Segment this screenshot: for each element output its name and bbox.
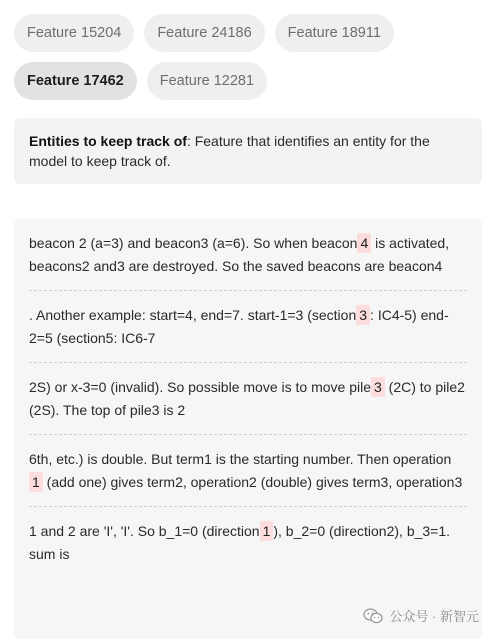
feature-chip-15204[interactable]: Feature 15204 [14,14,134,52]
example-text-before: beacon 2 (a=3) and beacon3 (a=6). So when beacon [29,235,358,251]
feature-chip-18911[interactable]: Feature 18911 [275,14,394,52]
example-text-after: ), b_2=0 (direction2), b_3=1. sum is [29,523,451,562]
example-text-before: . Another example: start=4, end=7. start-1=3 (section [29,307,357,323]
feature-examples-panel [14,219,482,639]
feature-description-text: : Feature that identifies an entity for the model to keep track of. [29,133,430,169]
example-text-before: 2S) or x-3=0 (invalid). So possible move is to move pile [29,379,371,395]
example-highlight-token: 1 [260,521,274,541]
example-text-after: is activated, beacons2 and3 are destroyed. So the saved beacons are beacon4 [29,235,450,274]
example-item [29,507,467,578]
feature-chip-12281[interactable]: Feature 12281 [147,62,267,100]
example-highlight-token: 3 [371,377,385,397]
example-item [29,435,467,507]
feature-description-title: Entities to keep track of [29,133,187,149]
watermark [363,606,479,625]
example-item [29,363,467,435]
example-text-after: : IC4-5) end-2=5 (section5: IC6-7 [29,307,449,346]
feature-description [14,118,482,184]
example-highlight-token: 4 [357,233,371,253]
feature-chip-row-2 [14,62,484,100]
example-text-before: 6th, etc.) is double. But term1 is the starting number. Then operation [29,451,452,467]
feature-chip-17462[interactable]: Feature 17462 [14,62,137,100]
example-text-after: (add one) gives term2, operation2 (double) gives term3, operation3 [42,474,463,490]
feature-chip-row-1 [14,14,484,52]
example-item [29,291,467,363]
example-highlight-token: 1 [29,472,43,492]
example-text-after: (2C) to pile2 (2S). The top of pile3 is 2 [29,379,465,418]
wechat-icon [363,608,383,624]
feature-chips [14,14,484,110]
feature-chip-24186[interactable]: Feature 24186 [144,14,264,52]
example-text-before: 1 and 2 are 'I', 'I'. So b_1=0 (direction [29,523,260,539]
example-item [29,219,467,291]
example-highlight-token: 3 [356,305,370,325]
watermark-text: 公众号 · 新智元 [389,609,479,624]
